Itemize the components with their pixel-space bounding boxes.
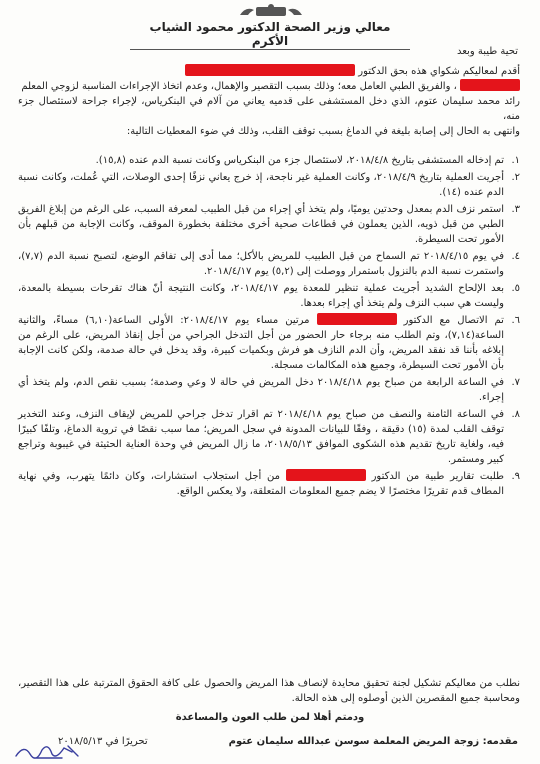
items-list <box>18 153 520 501</box>
intro-paragraph <box>18 64 520 139</box>
applicant-name: مقدمه: زوجة المريض المعلمة سوسن عبدالله سليمان عتوم <box>228 736 518 747</box>
greeting: تحية طيبة وبعد <box>456 46 518 57</box>
letter-title: معالي وزير الصحة الدكتور محمود الشياب الأكرم <box>130 20 410 50</box>
list-item: ١. تم إدخاله المستشفى بتاريخ ٢٠١٨/٤/٨، لاستئصال جزء من البنكرياس وكانت نسبة الدم عنده (١٥,٨). <box>95 155 520 166</box>
signoff: ودمتم أهلا لمن طلب العون والمساعدة <box>175 712 365 723</box>
handwritten-signature-icon <box>12 740 84 762</box>
redaction-mark <box>286 469 366 481</box>
list-item: ٢. أجريت العملية بتاريخ ٢٠١٨/٤/٩، وكانت العملية غير ناجحة، إذ خرج يعاني نزفًا إحدى الوصلات، التي عُملت، وكانت نسبة الدم عنده (١٤). <box>18 172 520 198</box>
list-item: ٩. طلبت تقارير طبية من الدكتور من أجل استجلاب استشارات، وكان دائمًا يتهرب، وفي نهاية المطاف قدم تقريرًا مختصرًا لا يضم جميع المعلومات المتعلقة، ولا يعكس الواقع. <box>18 471 520 497</box>
coat-of-arms-icon <box>236 4 306 18</box>
redaction-mark <box>185 64 355 76</box>
list-item: ٤. في يوم ٢٠١٨/٤/١٥ تم السماح من قبل الطبيب للمريض بالأكل؛ مما أدى إلى تفاقم الوضع، لتصبح نسبة الدم (٧,٧)، واستمرت نسبة الدم بالنزول باستمرار ووصلت إلى (٥,٢) يوم ٢٠١٨/٤/١٧. <box>18 251 520 277</box>
list-item: ٨. في الساعة الثامنة والنصف من صباح يوم ٢٠١٨/٤/١٨ تم اقرار تدخل جراحي للمريض لإيقاف النزف، وعند التخدير توقف القلب لمدة (١٥) دقيقة ، وفقًا للبيانات المدونة في سجل المريض؛ مما سبب نقصًا في تروية الدماغ، وتلفًا كبيرًا فيه، ولغاية تاريخ تقديم هذه الشكوى الموافق ٢٠١٨/٥/١٣، ما زال المريض في وحدة العناية الحثيثة في غيبوبة وتراجع كبير ومستمر. <box>18 409 520 465</box>
redaction-mark <box>460 79 520 91</box>
redaction-mark <box>317 313 397 325</box>
closing-paragraph: نطلب من معاليكم تشكيل لجنة تحقيق محايدة لإنصاف هذا المريض والحصول على كافة الحقوق المترتبة على هذا التقصير، ومحاسبة جميع المقصرين الذين أوصلوه إلى هذه الحالة. <box>18 678 520 704</box>
list-item: ٣. استمر نزف الدم بمعدل وحدتين يوميًا، ولم يتخذ أي إجراء من قبل الطبيب لمعرفة السبب، على الرغم من إبلاغ الفريق الطبي من قبل ذويه، الذين يعملون في قطاعات صحية أخرى مختلفة بخطورة الموقف، وكانت الإجابة من قبلهم بأن الأمور تحت السيطرة. <box>18 204 520 245</box>
list-item: ٧. في الساعة الرابعة من صباح يوم ٢٠١٨/٤/١٨ دخل المريض في حالة لا وعي وصدمة؛ بسبب نقص الدم، ولم يتخذ أي إجراء. <box>18 377 520 403</box>
intro-line-1: أقدم لمعاليكم شكواي هذه بحق الدكتور <box>18 64 520 79</box>
intro-line-2: ، والفريق الطبي العامل معه؛ وذلك بسبب التقصير والإهمال، وعدم اتخاذ الإجراءات المناسبة لزوجي المعلم <box>18 79 520 94</box>
list-item: ٦. تم الاتصال مع الدكتور مرتين مساء يوم ٢٠١٨/٤/١٧: الأولى الساعة(٦,١٠) مساءً، والثانية الساعة(٧,١٤)، وتم الطلب منه برجاء حار الحضور من أجل التدخل الجراحي من أجل إنقاذ المريض، على الرغم من إبلاغه بأننا قد نفقد المريض، وأن الدم النازف هو فرش وبكميات كبيرة، وقد يدخل في حالة صدمة، ولكن كانت الإجابة بأن الأمور تحت السيطرة، وجميع هذه المكالمات مسجلة. <box>18 315 520 371</box>
intro-line-4: وانتهى به الحال إلى إصابة بليغة في الدماغ بسبب توقف القلب، وذلك في ضوء المعطيات التالية: <box>126 126 520 137</box>
list-item: ٥. بعد الإلحاح الشديد أجريت عملية تنظير للمعدة يوم ٢٠١٨/٤/١٧، وكانت النتيجة أنّ هناك تقرحات بسيطة بالمعدة، وليست هي سبب النزف ولم يتخذ أي إجراء بعدها. <box>18 283 520 309</box>
intro-line-3: رائد محمد سليمان عتوم، الذي دخل المستشفى على قدميه يعاني من آلام في البنكرياس، لإجراء جراحة لاستئصال جزء منه، <box>18 96 520 122</box>
date-written: تحريرًا في ٢٠١٨/٥/١٣ <box>58 736 148 747</box>
